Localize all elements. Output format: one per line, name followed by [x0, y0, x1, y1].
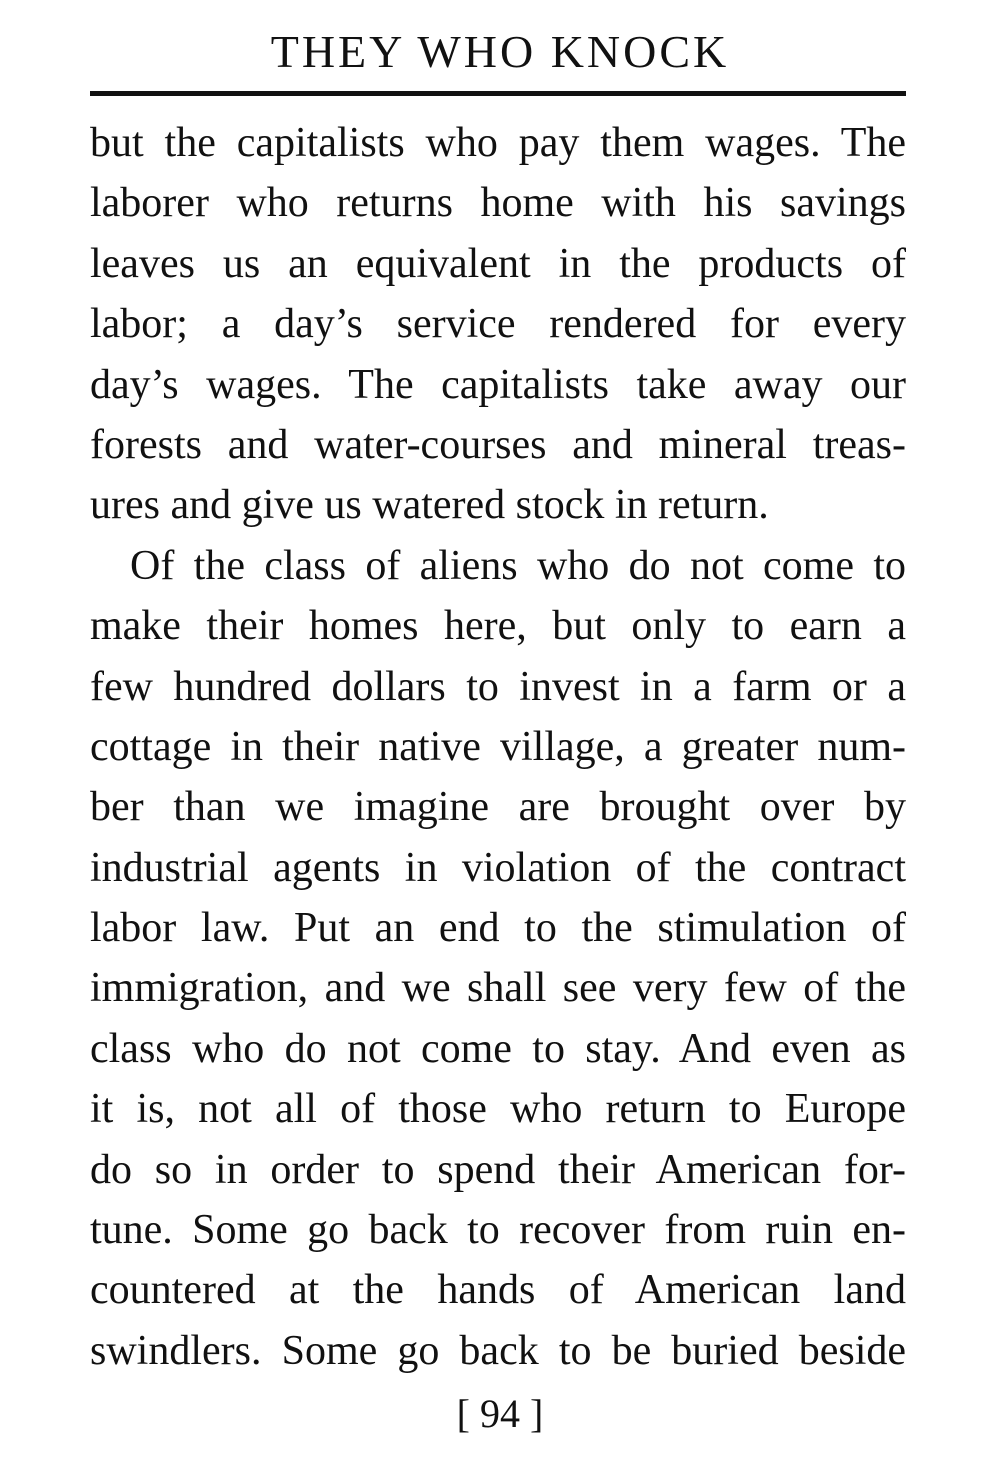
body-text: [90, 113, 906, 1381]
page-number: [ 94 ]: [456, 1391, 544, 1436]
text-line: laborer who returns home with his savings: [90, 180, 906, 227]
text-line: make their homes here, but only to earn a: [90, 603, 906, 650]
text-line: do so in order to spend their American for-: [90, 1146, 906, 1193]
text-line: swindlers. Some go back to be buried beside: [90, 1327, 906, 1374]
paragraph-1: [90, 113, 906, 536]
header-rule: [90, 91, 906, 96]
text-line: ber than we imagine are brought over by: [90, 784, 906, 831]
text-line: few hundred dollars to invest in a farm or a: [90, 663, 906, 710]
text-line: labor; a day’s service rendered for every: [90, 301, 906, 348]
text-line: it is, not all of those who return to Europe: [90, 1086, 906, 1133]
text-line: forests and water-courses and mineral treas-: [90, 421, 906, 468]
text-line: Of the class of aliens who do not come to: [130, 542, 906, 589]
paragraph-2: [90, 536, 906, 1381]
text-line: countered at the hands of American land: [90, 1267, 906, 1314]
text-line: cottage in their native village, a greater num-: [90, 723, 906, 770]
text-line: day’s wages. The capitalists take away our: [90, 361, 906, 408]
text-line: ures and give us watered stock in return.: [90, 482, 769, 529]
text-line: leaves us an equivalent in the products of: [90, 240, 906, 287]
text-line: immigration, and we shall see very few of the: [90, 965, 906, 1012]
running-title: THEY WHO KNOCK: [270, 26, 730, 77]
text-line: industrial agents in violation of the contract: [90, 844, 906, 891]
text-line: tune. Some go back to recover from ruin en-: [90, 1207, 906, 1254]
text-line: class who do not come to stay. And even as: [90, 1025, 906, 1072]
text-line: labor law. Put an end to the stimulation of: [90, 905, 906, 952]
text-line: but the capitalists who pay them wages. The: [90, 120, 906, 166]
